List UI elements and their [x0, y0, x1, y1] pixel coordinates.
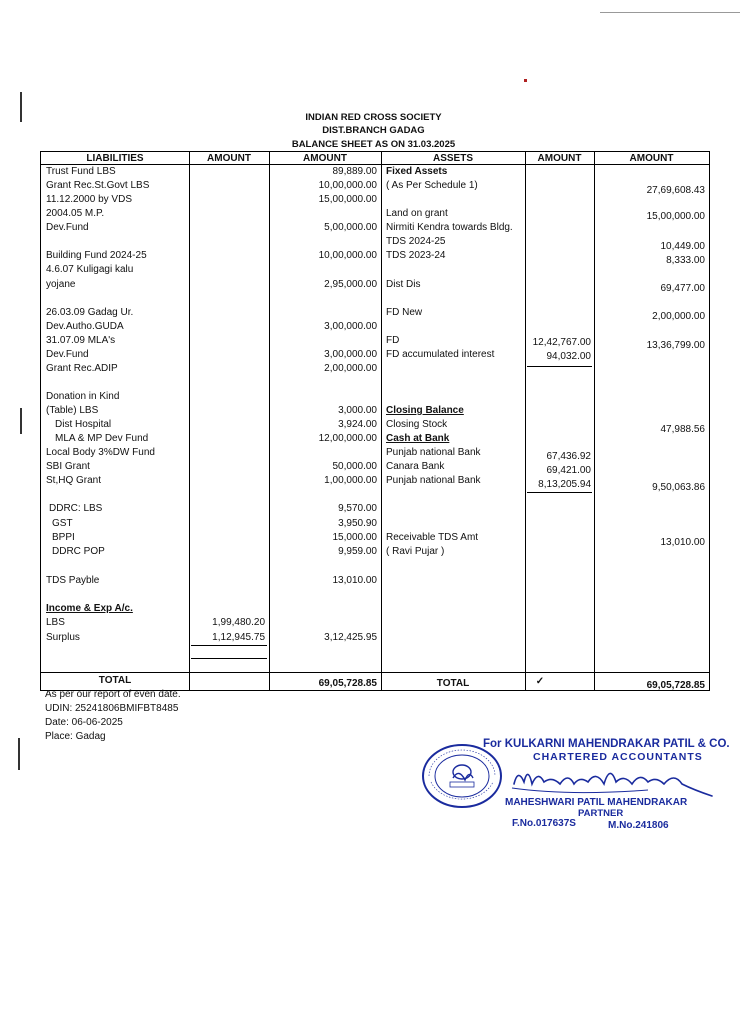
branch-name: DIST.BRANCH GADAG — [322, 125, 425, 136]
col-amount-3: AMOUNT — [537, 153, 582, 164]
total-rule — [41, 672, 709, 673]
liability-label: BPPI — [52, 532, 75, 543]
asset-amount-2: 13,36,799.00 — [646, 340, 705, 351]
seal-icon — [419, 742, 505, 810]
col-assets: ASSETS — [432, 153, 473, 164]
member-number: M.No.241806 — [608, 820, 669, 831]
liability-amount-1: 1,99,480.20 — [212, 617, 265, 628]
liability-amount-2: 3,00,000.00 — [324, 349, 377, 360]
liability-label: MLA & MP Dev Fund — [55, 433, 149, 444]
report-note: As per our report of even date. — [45, 689, 181, 700]
liability-label: TDS Payble — [46, 575, 100, 586]
asset-label: Nirmiti Kendra towards Bldg. — [386, 222, 513, 233]
liability-label: Surplus — [46, 632, 80, 643]
liability-label: Dist Hospital — [55, 419, 112, 430]
asset-amount-1: 8,13,205.94 — [538, 479, 591, 490]
scan-artifact — [600, 12, 740, 13]
bank-subtotal-rule — [527, 492, 592, 493]
liability-amount-2: 10,00,000.00 — [318, 180, 377, 191]
asset-amount-1: 67,436.92 — [546, 451, 591, 462]
asset-label: Dist Dis — [386, 279, 421, 290]
col-divider — [525, 152, 526, 690]
liability-amount-2: 10,00,000.00 — [318, 250, 377, 261]
liability-label: Donation in Kind — [46, 391, 120, 402]
scan-artifact — [18, 738, 20, 770]
firm-subtitle: CHARTERED ACCOUNTANTS — [533, 751, 703, 763]
asset-amount-2: 47,988.56 — [660, 424, 705, 435]
asset-heading: Cash at Bank — [386, 433, 450, 444]
signature-icon — [508, 762, 722, 802]
header-rule — [41, 164, 709, 165]
asset-amount-2: 10,449.00 — [660, 241, 705, 252]
liability-label: St,HQ Grant — [46, 475, 102, 486]
col-amount-1: AMOUNT — [207, 153, 251, 164]
liability-label: yojane — [46, 279, 76, 290]
liability-label: 31.07.09 MLA's — [46, 335, 116, 346]
liability-label: Local Body 3%DW Fund — [46, 447, 155, 458]
asset-amount-1: 12,42,767.00 — [532, 337, 591, 348]
sheet-title: BALANCE SHEET AS ON 31.03.2025 — [291, 139, 456, 150]
col-divider — [381, 152, 382, 690]
total-label-right: TOTAL — [436, 678, 470, 689]
liability-label: 26.03.09 Gadag Ur. — [46, 307, 134, 318]
asset-label: TDS 2024-25 — [386, 236, 446, 247]
scan-artifact — [20, 408, 22, 434]
asset-label: Land on grant — [386, 208, 448, 219]
liability-label: LBS — [46, 617, 65, 628]
asset-label: Canara Bank — [386, 461, 445, 472]
liability-label: (Table) LBS — [46, 405, 99, 416]
liability-label: Trust Fund LBS — [46, 166, 116, 177]
asset-amount-2: 15,00,000.00 — [646, 211, 705, 222]
liability-amount-1: 1,12,945.75 — [212, 632, 265, 643]
liability-label: 4.6.07 Kuligagi kalu — [46, 264, 134, 275]
liability-label: DDRC: LBS — [49, 503, 103, 514]
asset-heading: Closing Balance — [386, 405, 464, 416]
asset-label: FD — [386, 335, 400, 346]
liability-amount-2: 1,00,000.00 — [324, 475, 377, 486]
liability-amount-2: 9,570.00 — [338, 503, 377, 514]
asset-label: Punjab national Bank — [386, 447, 481, 458]
asset-amount-1: 69,421.00 — [546, 465, 591, 476]
col-divider — [594, 152, 595, 690]
liability-amount-2: 9,959.00 — [338, 546, 377, 557]
org-name: INDIAN RED CROSS SOCIETY — [305, 112, 442, 123]
liability-label: GST — [52, 518, 73, 529]
liability-amount-2: 3,000.00 — [338, 405, 377, 416]
asset-label: FD accumulated interest — [386, 349, 495, 360]
asset-label: ( As Per Schedule 1) — [386, 180, 478, 191]
udin: UDIN: 25241806BMIFBT8485 — [45, 703, 179, 714]
total-label-left: TOTAL — [98, 675, 132, 686]
liability-label: DDRC POP — [52, 546, 105, 557]
liability-amount-2: 3,12,425.95 — [324, 632, 377, 643]
asset-amount-2: 27,69,608.43 — [646, 185, 705, 196]
liability-amount-2: 89,889.00 — [332, 166, 377, 177]
asset-label: TDS 2023-24 — [386, 250, 446, 261]
liability-amount-2: 15,00,000.00 — [318, 194, 377, 205]
liability-amount-2: 12,00,000.00 — [318, 433, 377, 444]
scan-artifact — [20, 92, 22, 122]
liability-amount-2: 13,010.00 — [332, 575, 377, 586]
liability-amount-2: 3,950.90 — [338, 518, 377, 529]
liability-amount-2: 3,924.00 — [338, 419, 377, 430]
asset-amount-2: 2,00,000.00 — [652, 311, 705, 322]
asset-heading: Fixed Assets — [386, 166, 448, 177]
liability-amount-2: 2,00,000.00 — [324, 363, 377, 374]
scan-artifact — [524, 79, 527, 82]
partner-signature — [508, 762, 722, 802]
report-place: Place: Gadag — [45, 731, 106, 742]
asset-amount-2: 13,010.00 — [660, 537, 705, 548]
total-check-mark: ✓ — [535, 676, 545, 687]
liability-label: Grant Rec.St.Govt LBS — [46, 180, 150, 191]
liability-label: 11.12.2000 by VDS — [46, 194, 132, 205]
asset-label: Punjab national Bank — [386, 475, 481, 486]
liability-amount-2: 2,95,000.00 — [324, 279, 377, 290]
asset-label: Receivable TDS Amt — [386, 532, 479, 543]
col-liabilities: LIABILITIES — [86, 153, 144, 164]
subtotal-rule — [191, 658, 267, 659]
liability-amount-2: 5,00,000.00 — [324, 222, 377, 233]
liability-label: Grant Rec.ADIP — [46, 363, 118, 374]
asset-amount-2: 8,333.00 — [666, 255, 705, 266]
subtotal-rule — [191, 645, 267, 646]
firm-for-line: For KULKARNI MAHENDRAKAR PATIL & CO. — [483, 738, 730, 750]
liability-amount-2: 3,00,000.00 — [324, 321, 377, 332]
liability-label: Dev.Autho.GUDA — [46, 321, 124, 332]
report-date: Date: 06-06-2025 — [45, 717, 123, 728]
total-amount-left: 69,05,728.85 — [318, 678, 377, 689]
col-amount-2: AMOUNT — [303, 153, 347, 164]
liability-label: 2004.05 M.P. — [46, 208, 105, 219]
asset-label: Closing Stock — [386, 419, 448, 430]
asset-label: ( Ravi Pujar ) — [386, 546, 445, 557]
liability-label: SBI Grant — [46, 461, 90, 472]
liability-amount-2: 15,000.00 — [332, 532, 377, 543]
asset-amount-2: 9,50,063.86 — [652, 482, 705, 493]
asset-label: FD New — [386, 307, 423, 318]
asset-amount-2: 69,477.00 — [660, 283, 705, 294]
firm-seal — [419, 742, 505, 810]
liability-label: Dev.Fund — [46, 222, 89, 233]
asset-amount-1: 94,032.00 — [546, 351, 591, 362]
liability-amount-2: 50,000.00 — [332, 461, 377, 472]
partner-name: MAHESHWARI PATIL MAHENDRAKAR — [505, 797, 688, 808]
fd-interest-rule — [527, 366, 592, 367]
income-exp-heading: Income & Exp A/c. — [46, 603, 133, 614]
liability-label: Building Fund 2024-25 — [46, 250, 147, 261]
liability-label: Dev.Fund — [46, 349, 89, 360]
col-divider — [189, 152, 190, 690]
col-amount-4: AMOUNT — [629, 153, 674, 164]
balance-sheet-table — [40, 151, 710, 691]
total-amount-right: 69,05,728.85 — [646, 680, 705, 691]
col-divider — [269, 152, 270, 690]
partner-role: PARTNER — [578, 808, 624, 819]
firm-number: F.No.017637S — [512, 818, 576, 829]
